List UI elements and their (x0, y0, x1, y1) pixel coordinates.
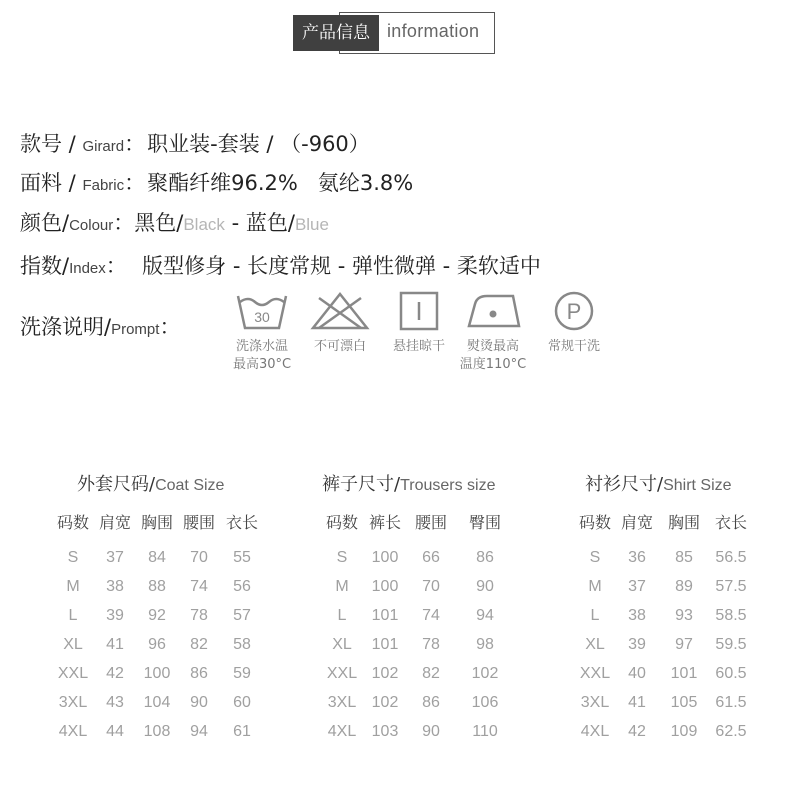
care-caption-iron-2: 温度110°C (459, 357, 527, 372)
size-value-cell: 38 (106, 578, 124, 595)
size-value-cell: 42 (628, 723, 646, 740)
size-value-cell: 59.5 (715, 636, 747, 653)
fabric-sep: ： (124, 171, 146, 195)
size-label-cell: XL (332, 636, 352, 653)
size-table-title (585, 470, 732, 496)
colour-row (20, 207, 329, 237)
index-label-en: Index (69, 260, 106, 277)
colour-label: 颜色/ (20, 211, 70, 235)
size-value-cell: 90 (476, 578, 494, 595)
prompt-label: 洗涤说明/ (20, 315, 112, 339)
size-table-title-en: Shirt Size (663, 477, 732, 494)
size-label-cell: XXL (57, 665, 89, 682)
dry-clean-letter: P (566, 299, 582, 324)
style-label-en: Girard (82, 138, 125, 155)
colour-blue: 蓝色/ (245, 211, 295, 235)
size-value-cell: 37 (106, 549, 124, 566)
size-value-cell: 104 (143, 694, 171, 711)
size-value-cell: 97 (675, 636, 693, 653)
column-header: 肩宽 (98, 513, 132, 532)
style-sep: ： (124, 132, 146, 156)
size-label-cell: L (337, 607, 347, 624)
colour-sep: ： (113, 211, 135, 235)
style-label: 款号 / (20, 132, 83, 156)
size-value-cell: 82 (422, 665, 440, 682)
prompt-sep: ： (159, 315, 181, 339)
index-sep: ： (105, 254, 141, 278)
size-label-cell: M (335, 578, 349, 595)
size-label-cell: 4XL (58, 723, 88, 740)
size-value-cell: 106 (471, 694, 499, 711)
size-value-cell: 96 (148, 636, 166, 653)
index-label: 指数/ (20, 254, 70, 278)
index-value: 版型修身 - 长度常规 - 弹性微弹 - 柔软适中 (142, 254, 541, 278)
column-header: 腰围 (182, 513, 216, 532)
size-value-cell: 36 (628, 549, 646, 566)
column-header: 腰围 (414, 513, 448, 532)
care-item-iron (453, 290, 533, 374)
size-label-cell: L (68, 607, 78, 624)
care-caption-hang-dry: 悬挂晾干 (392, 339, 445, 354)
care-item-dry-clean (534, 290, 614, 356)
index-row (20, 250, 541, 280)
size-value-cell: 84 (148, 549, 166, 566)
size-value-cell: 108 (143, 723, 171, 740)
size-table-title-en: Coat Size (155, 477, 225, 494)
size-value-cell: 70 (422, 578, 440, 595)
size-label-cell: M (588, 578, 602, 595)
size-value-cell: 56 (233, 578, 251, 595)
fabric-label: 面料 / (20, 171, 83, 195)
size-table-title-cn: 裤子尺寸/ (322, 474, 401, 495)
size-value-cell: 58.5 (715, 607, 747, 624)
size-value-cell: 61 (233, 723, 251, 740)
size-value-cell: 88 (148, 578, 166, 595)
size-value-cell: 85 (675, 549, 693, 566)
care-caption-bleach: 不可漂白 (313, 339, 366, 354)
size-label-cell: M (66, 578, 80, 595)
size-value-cell: 70 (190, 549, 208, 566)
column-header: 衣长 (225, 513, 259, 532)
size-value-cell: 66 (422, 549, 440, 566)
size-value-cell: 109 (670, 723, 698, 740)
size-value-cell: 101 (371, 636, 399, 653)
column-header: 衣长 (714, 513, 748, 532)
fabric-row (20, 167, 413, 197)
column-header: 胸围 (140, 513, 174, 532)
colour-black-en: Black (183, 215, 225, 234)
size-value-cell: 102 (471, 665, 499, 682)
size-label-cell: 3XL (327, 694, 357, 711)
size-value-cell: 101 (371, 607, 399, 624)
size-value-cell: 56.5 (715, 549, 747, 566)
size-label-cell: S (67, 549, 79, 566)
size-value-cell: 103 (371, 723, 399, 740)
size-value-cell: 100 (371, 578, 399, 595)
size-value-cell: 57.5 (715, 578, 747, 595)
size-value-cell: 100 (371, 549, 399, 566)
size-value-cell: 40 (628, 665, 646, 682)
care-item-hang-dry (379, 290, 459, 356)
size-value-cell: 101 (670, 665, 698, 682)
size-value-cell: 93 (675, 607, 693, 624)
fabric-value: 聚酯纤维96.2% 氨纶3.8% (147, 171, 414, 195)
style-value: 职业装-套装 / （-960） (147, 132, 370, 156)
size-label-cell: S (336, 549, 348, 566)
size-value-cell: 90 (422, 723, 440, 740)
column-header: 码数 (56, 513, 90, 532)
size-value-cell: 60 (233, 694, 251, 711)
size-value-cell: 74 (190, 578, 208, 595)
colour-label-en: Colour (69, 217, 114, 234)
size-label-cell: 4XL (327, 723, 357, 740)
size-value-cell: 59 (233, 665, 251, 682)
colour-blue-en: Blue (294, 215, 329, 234)
wash-temp-number: 30 (254, 309, 270, 325)
care-caption-wash-2: 最高30°C (232, 357, 292, 372)
care-item-bleach (300, 290, 380, 356)
size-table-title-cn: 外套尺码/ (77, 474, 156, 495)
size-table-title (77, 470, 224, 496)
size-label-cell: XL (585, 636, 605, 653)
column-header: 码数 (325, 513, 359, 532)
size-table-title-cn: 衬衫尺寸/ (585, 474, 664, 495)
size-value-cell: 105 (670, 694, 698, 711)
size-value-cell: 86 (422, 694, 440, 711)
size-value-cell: 44 (106, 723, 124, 740)
size-value-cell: 78 (190, 607, 208, 624)
size-value-cell: 89 (675, 578, 693, 595)
size-value-cell: 102 (371, 694, 399, 711)
size-value-cell: 82 (190, 636, 208, 653)
size-label-cell: XL (63, 636, 83, 653)
size-label-cell: 3XL (580, 694, 610, 711)
column-header: 胸围 (667, 513, 701, 532)
care-item-wash (222, 290, 302, 374)
colour-dash: - (224, 211, 246, 235)
size-label-cell: S (589, 549, 601, 566)
size-value-cell: 86 (190, 665, 208, 682)
style-row (20, 128, 370, 158)
size-label-cell: 3XL (58, 694, 88, 711)
prompt-label-en: Prompt (111, 321, 160, 338)
size-value-cell: 43 (106, 694, 124, 711)
size-value-cell: 42 (106, 665, 124, 682)
no-bleach-icon (309, 290, 371, 332)
size-value-cell: 41 (106, 636, 124, 653)
size-value-cell: 57 (233, 607, 251, 624)
size-label-cell: XXL (579, 665, 611, 682)
fabric-label-en: Fabric (82, 177, 125, 194)
size-value-cell: 90 (190, 694, 208, 711)
dry-clean-p-icon (552, 290, 596, 332)
size-value-cell: 38 (628, 607, 646, 624)
care-caption-wash-1: 洗涤水温 (235, 339, 288, 354)
size-value-cell: 92 (148, 607, 166, 624)
size-value-cell: 58 (233, 636, 251, 653)
prompt-row (20, 311, 180, 341)
size-value-cell: 39 (628, 636, 646, 653)
size-value-cell: 41 (628, 694, 646, 711)
size-table-title (322, 470, 496, 496)
size-label-cell: 4XL (580, 723, 610, 740)
size-value-cell: 37 (628, 578, 646, 595)
care-caption-dry-clean: 常规干洗 (547, 339, 600, 354)
size-value-cell: 110 (472, 723, 498, 740)
size-value-cell: 86 (476, 549, 494, 566)
size-value-cell: 62.5 (715, 723, 747, 740)
column-header: 裤长 (368, 513, 402, 532)
size-value-cell: 102 (371, 665, 399, 682)
colour-black: 黑色/ (134, 211, 184, 235)
size-table-title-en: Trousers size (400, 477, 496, 494)
size-value-cell: 78 (422, 636, 440, 653)
care-caption-iron-1: 熨烫最高 (466, 339, 519, 354)
size-value-cell: 39 (106, 607, 124, 624)
iron-110-icon (463, 290, 523, 332)
size-value-cell: 98 (476, 636, 494, 653)
size-value-cell: 60.5 (715, 665, 747, 682)
wash-30-icon (235, 290, 289, 332)
column-header: 码数 (578, 513, 612, 532)
size-value-cell: 74 (422, 607, 440, 624)
column-header: 臀围 (468, 513, 502, 532)
header-title-cn: 产品信息 (293, 15, 379, 51)
size-label-cell: L (590, 607, 600, 624)
hang-dry-icon (397, 290, 441, 332)
size-value-cell: 61.5 (715, 694, 747, 711)
size-value-cell: 94 (476, 607, 494, 624)
header-title-en: information (387, 21, 480, 41)
size-value-cell: 100 (143, 665, 171, 682)
size-label-cell: XXL (326, 665, 358, 682)
size-value-cell: 94 (190, 723, 208, 740)
size-value-cell: 55 (233, 549, 251, 566)
column-header: 肩宽 (620, 513, 654, 532)
